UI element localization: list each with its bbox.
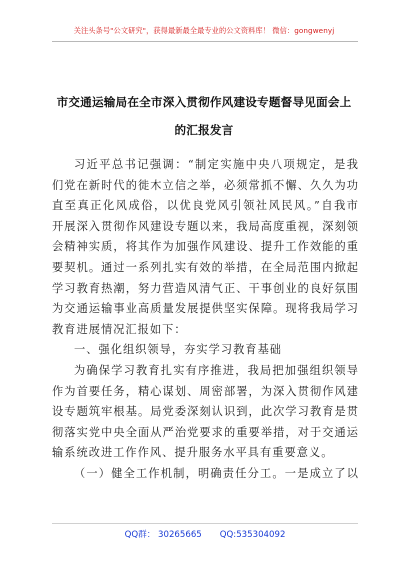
document-title-line-2: 的汇报发言 [174, 123, 234, 137]
body-line: 教育进展情况汇报如下： [52, 322, 187, 336]
body-line: 习近平总书记强调：“制定实施中央八项规定，是我 [74, 158, 358, 171]
body-line: 为交通运输事业高质量发展提供坚实保障。现将我局学习 [52, 302, 358, 316]
section-heading: 一、强化组织领导，夯实学习教育基础 [74, 343, 283, 357]
document-title-line-1: 市交通运输局在全市深入贯彻作风建设专题督导见面会上 [56, 95, 352, 109]
body-line: 输系统改进工作作风、提升服务水平具有重要意义。 [52, 446, 334, 460]
body-line: 直至真正化风成俗，以优良党风引领社风民风。”自我市 [52, 199, 358, 213]
footer-qq: QQ:535304092 [219, 530, 286, 540]
body-line: 开展深入贯彻作风建设专题以来，我局高度重视，深刻领 [52, 219, 358, 233]
footer-contact [52, 528, 358, 540]
body-line: 会精神实质，将其作为加强作风建设、提升工作效能的重 [52, 240, 358, 254]
body-line: 为确保学习教育扎实有序推进，我局把加强组织领导 [74, 363, 358, 377]
body-line: 作为首要任务，精心谋划、周密部署，为深入贯彻作风建 [52, 384, 358, 398]
body-line: 设专题筑牢根基。局党委深刻认识到，此次学习教育是贯 [52, 405, 358, 419]
header-banner: 关注头条号"公文研究"，获得最新最全最专业的公文资料库！ 微信：gongwenyj [73, 26, 335, 35]
body-line: 彻落实党中央全面从严治党要求的重要举措，对于交通运 [52, 425, 358, 439]
header-divider [52, 41, 358, 42]
footer-divider [52, 523, 358, 524]
body-line: 要契机。通过一系列扎实有效的举措，在全局范围内掀起 [52, 260, 358, 274]
body-line: （一）健全工作机制，明确责任分工。一是成立了以 [74, 466, 358, 480]
body-line: 们党在新时代的徙木立信之举，必须常抓不懈、久久为功 [52, 178, 358, 192]
document-body [52, 155, 358, 485]
footer-qq-group: QQ群： 30265665 [124, 530, 202, 540]
body-line: 学习教育热潮，努力营造风清气正、干事创业的良好氛围 [52, 281, 358, 295]
